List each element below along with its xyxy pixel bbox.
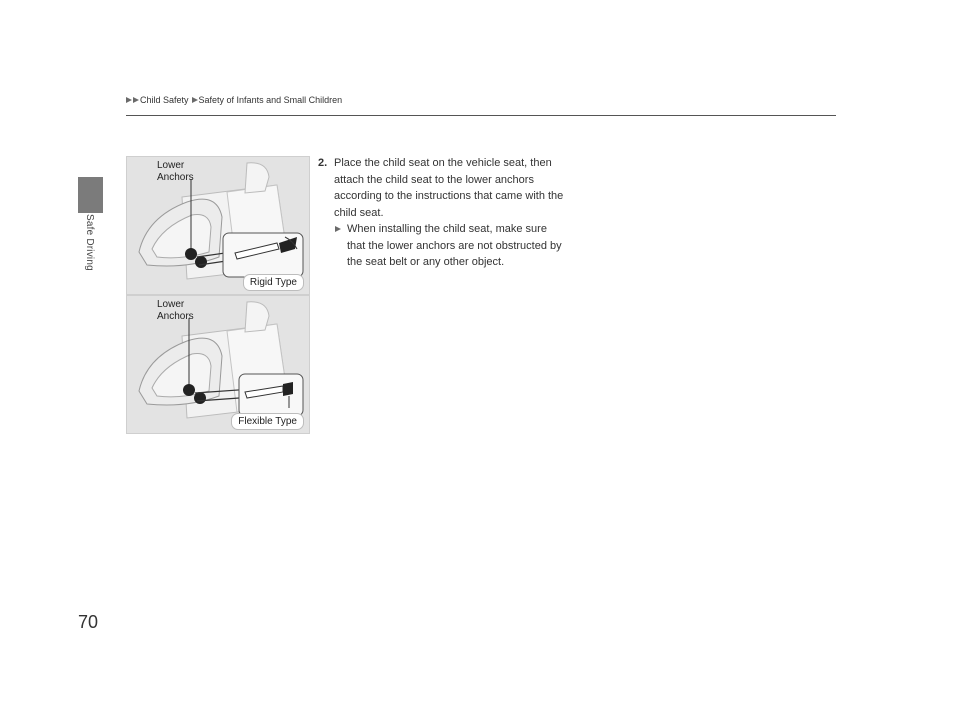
header-rule	[126, 115, 836, 116]
breadcrumb-arrow-icon	[133, 97, 139, 103]
breadcrumb-arrow-icon	[192, 97, 198, 103]
instruction-step	[318, 155, 568, 271]
step-note	[334, 221, 568, 271]
breadcrumb-item-safety-infants[interactable]: Safety of Infants and Small Children	[198, 95, 343, 105]
breadcrumb-item-child-safety[interactable]: Child Safety	[140, 95, 189, 105]
figure-flexible-type	[126, 295, 310, 434]
rigid-type-label: Rigid Type	[243, 274, 304, 291]
step-number: 2.	[318, 157, 328, 169]
breadcrumb-arrow-icon	[126, 97, 132, 103]
step-text: Place the child seat on the vehicle seat, then attach the child seat to the lower anchors according to the instructions that came with the child seat.	[334, 157, 564, 219]
flexible-type-label: Flexible Type	[231, 413, 304, 430]
figure-rigid-type	[126, 156, 310, 295]
note-text: When installing the child seat, make sure that the lower anchors are not obstructed by the seat belt or any other object.	[347, 223, 562, 268]
page-number: 70	[78, 612, 99, 632]
section-label: Safe Driving	[84, 214, 95, 271]
note-arrow-icon	[335, 226, 341, 232]
lower-anchors-label: Lower Anchors	[157, 299, 194, 322]
lower-anchors-label: Lower Anchors	[157, 160, 194, 183]
breadcrumb	[126, 95, 345, 105]
section-tab	[78, 177, 103, 213]
